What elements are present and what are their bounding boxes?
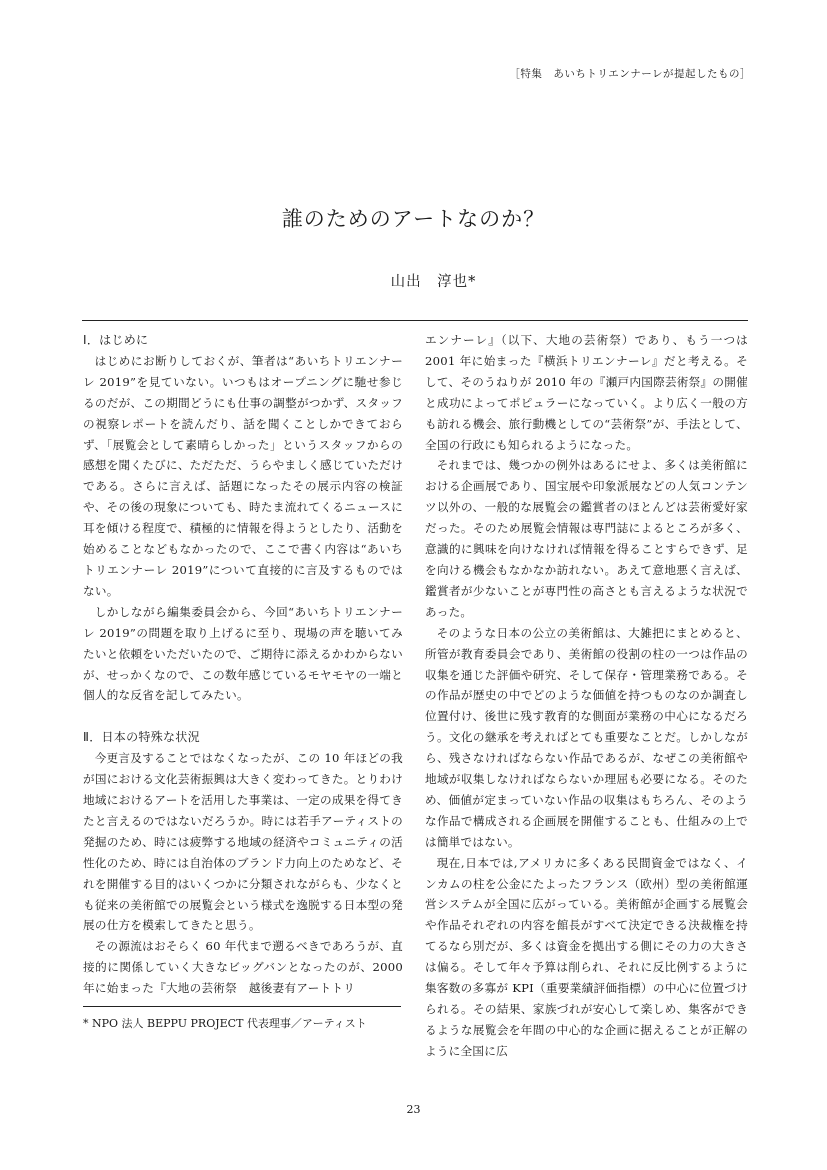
running-head: ［特集 あいちトリエンナーレが提起したもの］ bbox=[509, 68, 751, 80]
paragraph: しかしながら編集委員会から、今回“あいちトリエンナーレ 2019”の問題を取り上げるに至り、現場の声を聴いてみたいと依頼をいただいたので、ご期待に添えるかわからないが、せっかくなので、この数年感じているモヤモヤの一端と個人的な反省を記してみたい。 bbox=[83, 604, 403, 703]
article-title: 誰のためのアートなのか？ bbox=[281, 207, 546, 231]
paragraph: はじめにお断りしておくが、筆者は“あいちトリエンナーレ 2019”を見ていない。いつもはオープニングに馳せ参じるのだが、この期間どうにも仕事の調整がつかず、スタッフの視察レポートを読んだり、話を聞くことしかできておらず、「展覧会として素晴らしかった」というスタッフからの感想を聞くたびに、ただただ、うらやましく感じていただけである。さらに言えば、話題になったその展示内容の検証や、その後の現象についても、時たま流れてくるニュースに耳を傾ける程度で、積極的に情報を得ようとしたり、活動を始めることなどもなかったので、ここで書く内容は“あいちトリエンナーレ 2019”について直接的に言及するものではない。 bbox=[83, 353, 403, 598]
paragraph: そのような日本の公立の美術館は、大雑把にまとめると、所管が教育委員会であり、美術館の役割の柱の一つは作品の収集を通じた評価や研究、そして保存・管理業務である。その作品が歴史の中でどのような価値を持つものなのか調査し位置付け、後世に残す教育的な側面が業務の中心になるだろう。文化の継承を考えればとても重要なことだ。しかしながら、残さなければならない作品であるが、なぜこの美術館や地域が収集しなければならないか理屈も必要になる。そのため、価値が定まっていない作品の収集はもちろん、そのような作品で構成される企画展を開催することも、仕組みの上では簡単ではない。 bbox=[425, 625, 748, 849]
paragraph: 今更言及することではなくなったが、この 10 年ほどの我が国における文化芸術振興は大きく変わってきた。とりわけ地域におけるアートを活用した事業は、一定の成果を得てきたと言えるのではないだろうか。時には若手アーティストの発掘のため、時には疲弊する地域の経済やコミュニティの活性化のため、時には自治体のブランド力向上のためなど、それを開催する目的はいくつかに分類されながらも、少なくとも従来の美術館での展覧会という様式を逸脱する日本型の発展の仕方を模索してきたと思う。 bbox=[83, 751, 403, 933]
right-column bbox=[425, 330, 748, 1062]
paragraph: その源流はおそらく 60 年代まで遡るべきであろうが、直接的に関係していく大きなビッグバンとなったのが、2000 年に始まった『大地の芸術祭 越後妻有アートトリ bbox=[83, 939, 403, 996]
footnote-divider bbox=[83, 1006, 401, 1007]
section-heading-2: Ⅱ．日本の特殊な状況 bbox=[83, 730, 200, 745]
title-divider bbox=[82, 320, 748, 321]
section-heading-1: Ⅰ．はじめに bbox=[83, 333, 149, 347]
paragraph: エンナーレ』（以下、大地の芸術祭）であり、もう一つは 2001 年に始まった『横浜トリエンナーレ』だと考える。そして、そのうねりが 2010 年の『瀬戸内国際芸術祭』の開催と成功によってポピュラーになっていく。より広く一般の方も訪れる機会、旅行動機としての“芸術祭”が、手法として、全国の行政にも知られるようになった。 bbox=[425, 333, 748, 452]
page-number: 23 bbox=[406, 1103, 421, 1116]
paragraph: 現在,日本では,アメリカに多くある民間資金ではなく、インカムの柱を公金にたよったフランス（欧州）型の美術館運営システムが全国に広がっている。美術館が企画する展覧会や作品それぞれの内容を館長がすべて決定できる決裁権を持てるなら別だが、多くは資金を拠出する側にその力の大きさは偏る。そして年々予算は削られ、それに反比例するように集客数の多寡が KPI（重要業績評価指標）の中心に位置づけられる。その結果、家族づれが安心して楽しめ、集客ができるような展覧会を年間の中心的な企画に据えることが正解のように全国に広 bbox=[425, 855, 748, 1058]
footnote: * NPO 法人 BEPPU PROJECT 代表理事／アーティスト bbox=[83, 1017, 367, 1030]
left-column bbox=[83, 330, 403, 999]
article-author: 山出 淳也* bbox=[390, 274, 477, 290]
paragraph: それまでは、幾つかの例外はあるにせよ、多くは美術館における企画展であり、国宝展や印象派展などの人気コンテンツ以外の、一般的な展覧会の鑑賞者のほとんどは芸術愛好家だった。そのため展覧会情報は専門誌によるところが多く、意識的に興味を向けなければ情報を得ることすらできず、足を向ける機会もなかなか訪れない。あえて意地悪く言えば、鑑賞者が少ないことが専門性の高さとも言えるような状況であった。 bbox=[425, 458, 748, 619]
